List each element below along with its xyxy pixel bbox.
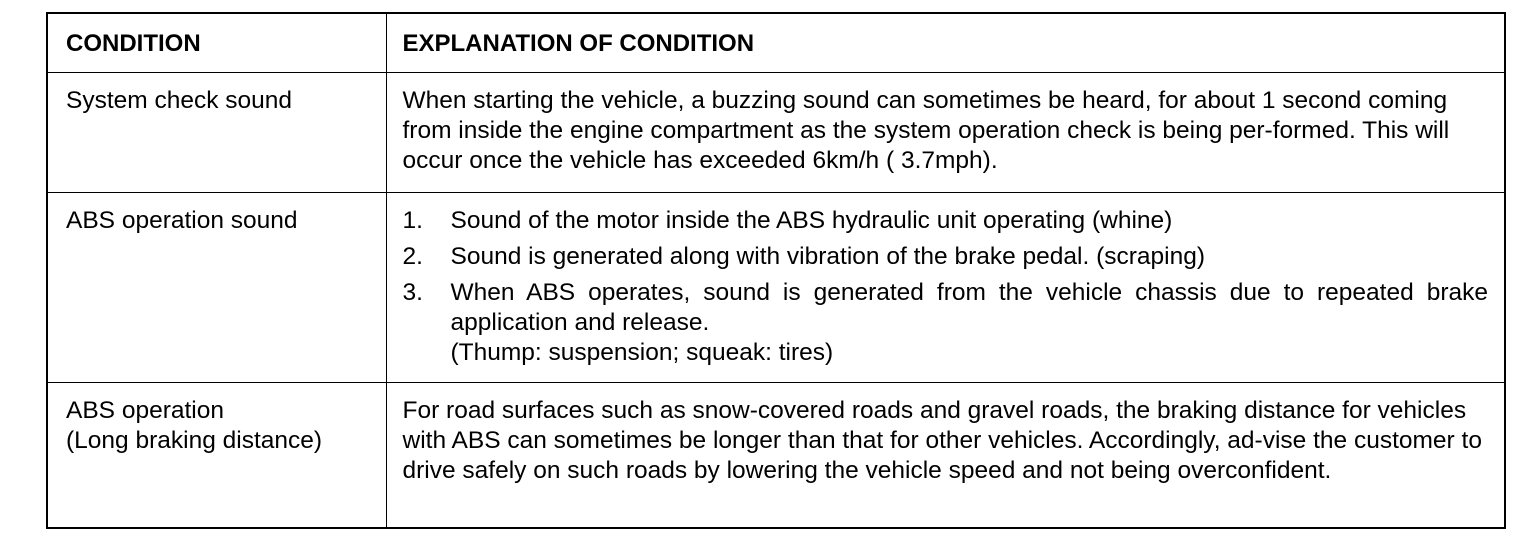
list-item-text-wrapper — [451, 278, 1489, 368]
list-item-number: 1. — [402, 207, 423, 234]
explanation-list — [403, 206, 1489, 368]
table-row — [47, 383, 1505, 529]
explanation-cell: When starting the vehicle, a buzzing sound can sometimes be heard, for about 1 second coming from inside the engine compartment as the system operation check is being per-formed. This will occur once the vehicle has exceeded 6km/h ( 3.7mph). — [386, 73, 1505, 193]
list-item-subtext: (Thump: suspension; squeak: tires) — [450, 339, 834, 366]
table-row — [47, 73, 1505, 193]
list-item — [403, 278, 1489, 368]
list-item-number: 2. — [402, 243, 423, 270]
condition-line: (Long braking distance) — [66, 427, 323, 454]
list-item — [403, 242, 1489, 272]
list-item-number: 3. — [402, 279, 423, 306]
list-item-text: Sound is generated along with vibration of the brake pedal. (scraping) — [450, 243, 1206, 270]
table-row — [47, 193, 1505, 383]
list-item-text: Sound of the motor inside the ABS hydraulic unit operating (whine) — [450, 207, 1173, 234]
list-item — [403, 206, 1489, 236]
condition-table — [46, 12, 1506, 529]
condition-cell: ABS operation sound — [47, 193, 386, 383]
header-row — [47, 13, 1505, 73]
header-explanation: EXPLANATION OF CONDITION — [386, 13, 1505, 73]
header-condition: CONDITION — [47, 13, 386, 73]
explanation-cell: For road surfaces such as snow-covered roads and gravel roads, the braking distance for vehicles with ABS can sometimes be longer than that for other vehicles. Accordingly, ad-vise the customer to drive safely on such roads by lowering the vehicle speed and not being overconfident. — [386, 383, 1505, 529]
condition-cell — [47, 383, 386, 529]
condition-line: ABS operation — [66, 397, 224, 424]
condition-cell: System check sound — [47, 73, 386, 193]
list-item-text: When ABS operates, sound is generated from the vehicle chassis due to repeated brake application and release. — [450, 279, 1488, 336]
explanation-cell — [386, 193, 1505, 383]
